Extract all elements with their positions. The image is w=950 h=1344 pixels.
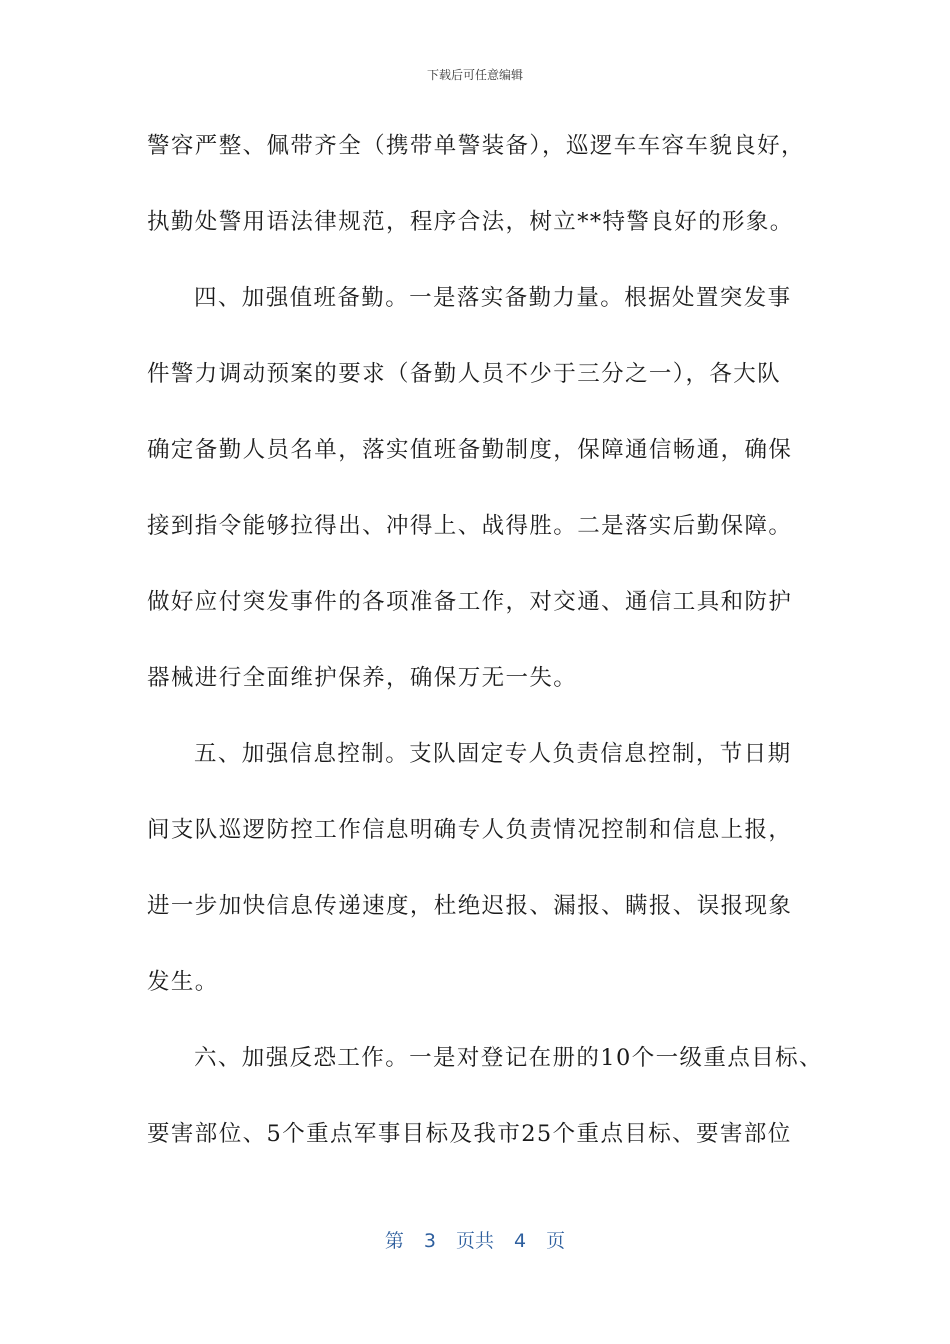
page-footer — [0, 1226, 950, 1253]
body-line-10: 间支队巡逻防控工作信息明确专人负责情况控制和信息上报， — [147, 817, 793, 843]
footer-suffix: 页 — [546, 1230, 566, 1252]
body-line-11: 进一步加快信息传递速度，杜绝迟报、漏报、瞒报、误报现象 — [147, 893, 793, 919]
body-line-1: 警容严整、佩带齐全（携带单警装备），巡逻车车容车貌良好， — [147, 133, 805, 159]
body-line-3: 四、加强值班备勤。一是落实备勤力量。根据处置突发事 — [194, 285, 792, 311]
page-header-note: 下载后可任意编辑 — [426, 68, 523, 82]
body-line-2: 执勤处警用语法律规范，程序合法，树立**特警良好的形象。 — [147, 209, 794, 235]
body-line-12: 发生。 — [147, 969, 219, 995]
body-line-14: 要害部位、5个重点军事目标及我市25个重点目标、要害部位 — [147, 1121, 792, 1147]
footer-total-pages: 4 — [514, 1230, 527, 1252]
body-line-6: 接到指令能够拉得出、冲得上、战得胜。二是落实后勤保障。 — [147, 513, 793, 539]
document-body — [147, 126, 827, 1190]
footer-prefix: 第 — [384, 1230, 404, 1252]
body-line-4: 件警力调动预案的要求（备勤人员不少于三分之一），各大队 — [147, 361, 782, 387]
footer-middle: 页共 — [455, 1230, 494, 1252]
body-line-5: 确定备勤人员名单，落实值班备勤制度，保障通信畅通，确保 — [147, 437, 793, 463]
body-line-7: 做好应付突发事件的各项准备工作，对交通、通信工具和防护 — [147, 589, 793, 615]
footer-current-page: 3 — [423, 1230, 436, 1252]
body-line-13: 六、加强反恐工作。一是对登记在册的10个一级重点目标、 — [194, 1045, 823, 1071]
body-line-8: 器械进行全面维护保养，确保万无一失。 — [147, 665, 578, 691]
body-line-9: 五、加强信息控制。支队固定专人负责信息控制，节日期 — [194, 741, 792, 767]
